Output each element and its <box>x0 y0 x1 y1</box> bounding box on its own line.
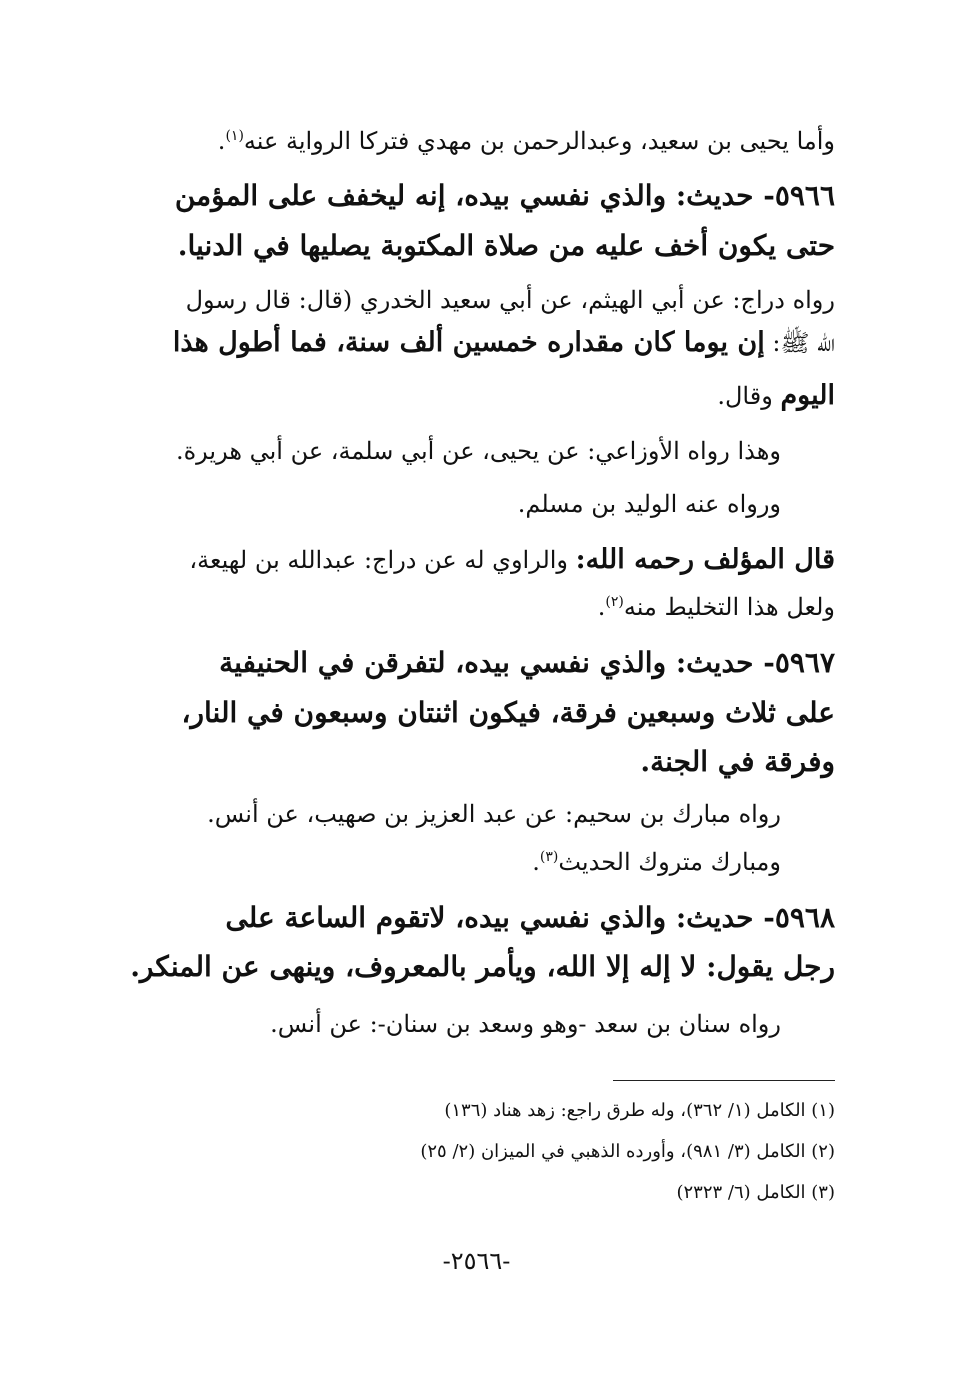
hadith-5967-heading-line-3: وفرقة في الجنة. <box>640 745 835 778</box>
text-line-7: وهذا رواه الأوزاعي: عن يحيى، عن أبي سلمة، عن أبي هريرة. <box>175 437 781 465</box>
footnote-1: (١) الكامل (١/ ٣٦٢)، وله طرق راجع: زهد هناد (١٣٦) <box>444 1100 835 1121</box>
hadith-5966-heading-line-2: حتى يكون أخف عليه من صلاة المكتوبة يصليها في الدنيا. <box>177 229 835 262</box>
author-note-line-1: قال المؤلف رحمه الله: والراوي له عن دراج: عبدالله بن لهيعة، <box>189 544 835 575</box>
footnote-2: (٢) الكامل (٣/ ٩٨١)، وأورده الذهبي في الميزان (٢/ ٢٥) <box>420 1141 835 1162</box>
author-note-line-2: ولعل هذا التخليط منه$^{(٢)}$. <box>597 593 835 621</box>
hadith-5967-heading-line-2: على ثلاث وسبعين فرقة، فيكون اثنتان وسبعون في النار، <box>181 696 835 729</box>
text-line-5: الله ﷺ: إن يوما كان مقداره خمسين ألف سنة، فما أطول هذا <box>172 327 835 358</box>
footnote-ref-3: (٣) <box>539 849 559 865</box>
hadith-5966-heading-line-1: ٥٩٦٦- حديث: والذي نفسي بيده، إنه ليخفف على المؤمن <box>174 179 835 212</box>
hadith-5967-heading-line-1: ٥٩٦٧- حديث: والذي نفسي بيده، لتفرقن في الحنيفية <box>219 646 835 679</box>
footnote-ref-1: (١) <box>225 128 244 144</box>
footnote-ref-2: (٢) <box>605 594 624 610</box>
text-line-14: رواه مبارك بن سحيم: عن عبد العزيز بن صهيب، عن أنس. <box>207 800 781 828</box>
text-line-15: ومبارك متروك الحديث$^{(٣)}$. <box>532 848 781 876</box>
text-line-1: وأما يحيى بن سعيد، وعبدالرحمن بن مهدي فتركا الرواية عنه$^{(١)}$. <box>217 127 835 155</box>
text-line-18: رواه سنان بن سعد -وهو وسعد بن سنان-: عن أنس. <box>270 1010 781 1038</box>
hadith-5968-heading-line-1: ٥٩٦٨- حديث: والذي نفسي بيده، لاتقوم الساعة على <box>225 901 835 934</box>
text-line-4: رواه دراج: عن أبي الهيثم، عن أبي سعيد الخدري (قال: قال رسول <box>185 286 835 314</box>
page-number: -٢٥٦٦- <box>442 1247 511 1275</box>
hadith-5968-heading-line-2: رجل يقول: لا إله إلا الله، ويأمر بالمعروف، وينهى عن المنكر. <box>130 950 835 983</box>
text-line-8: ورواه عنه الوليد بن مسلم. <box>517 490 781 518</box>
footnote-3: (٣) الكامل (٦/ ٢٣٢٣) <box>676 1182 835 1203</box>
footnote-separator <box>613 1080 835 1081</box>
text-line-6: اليوم وقال. <box>717 380 835 411</box>
